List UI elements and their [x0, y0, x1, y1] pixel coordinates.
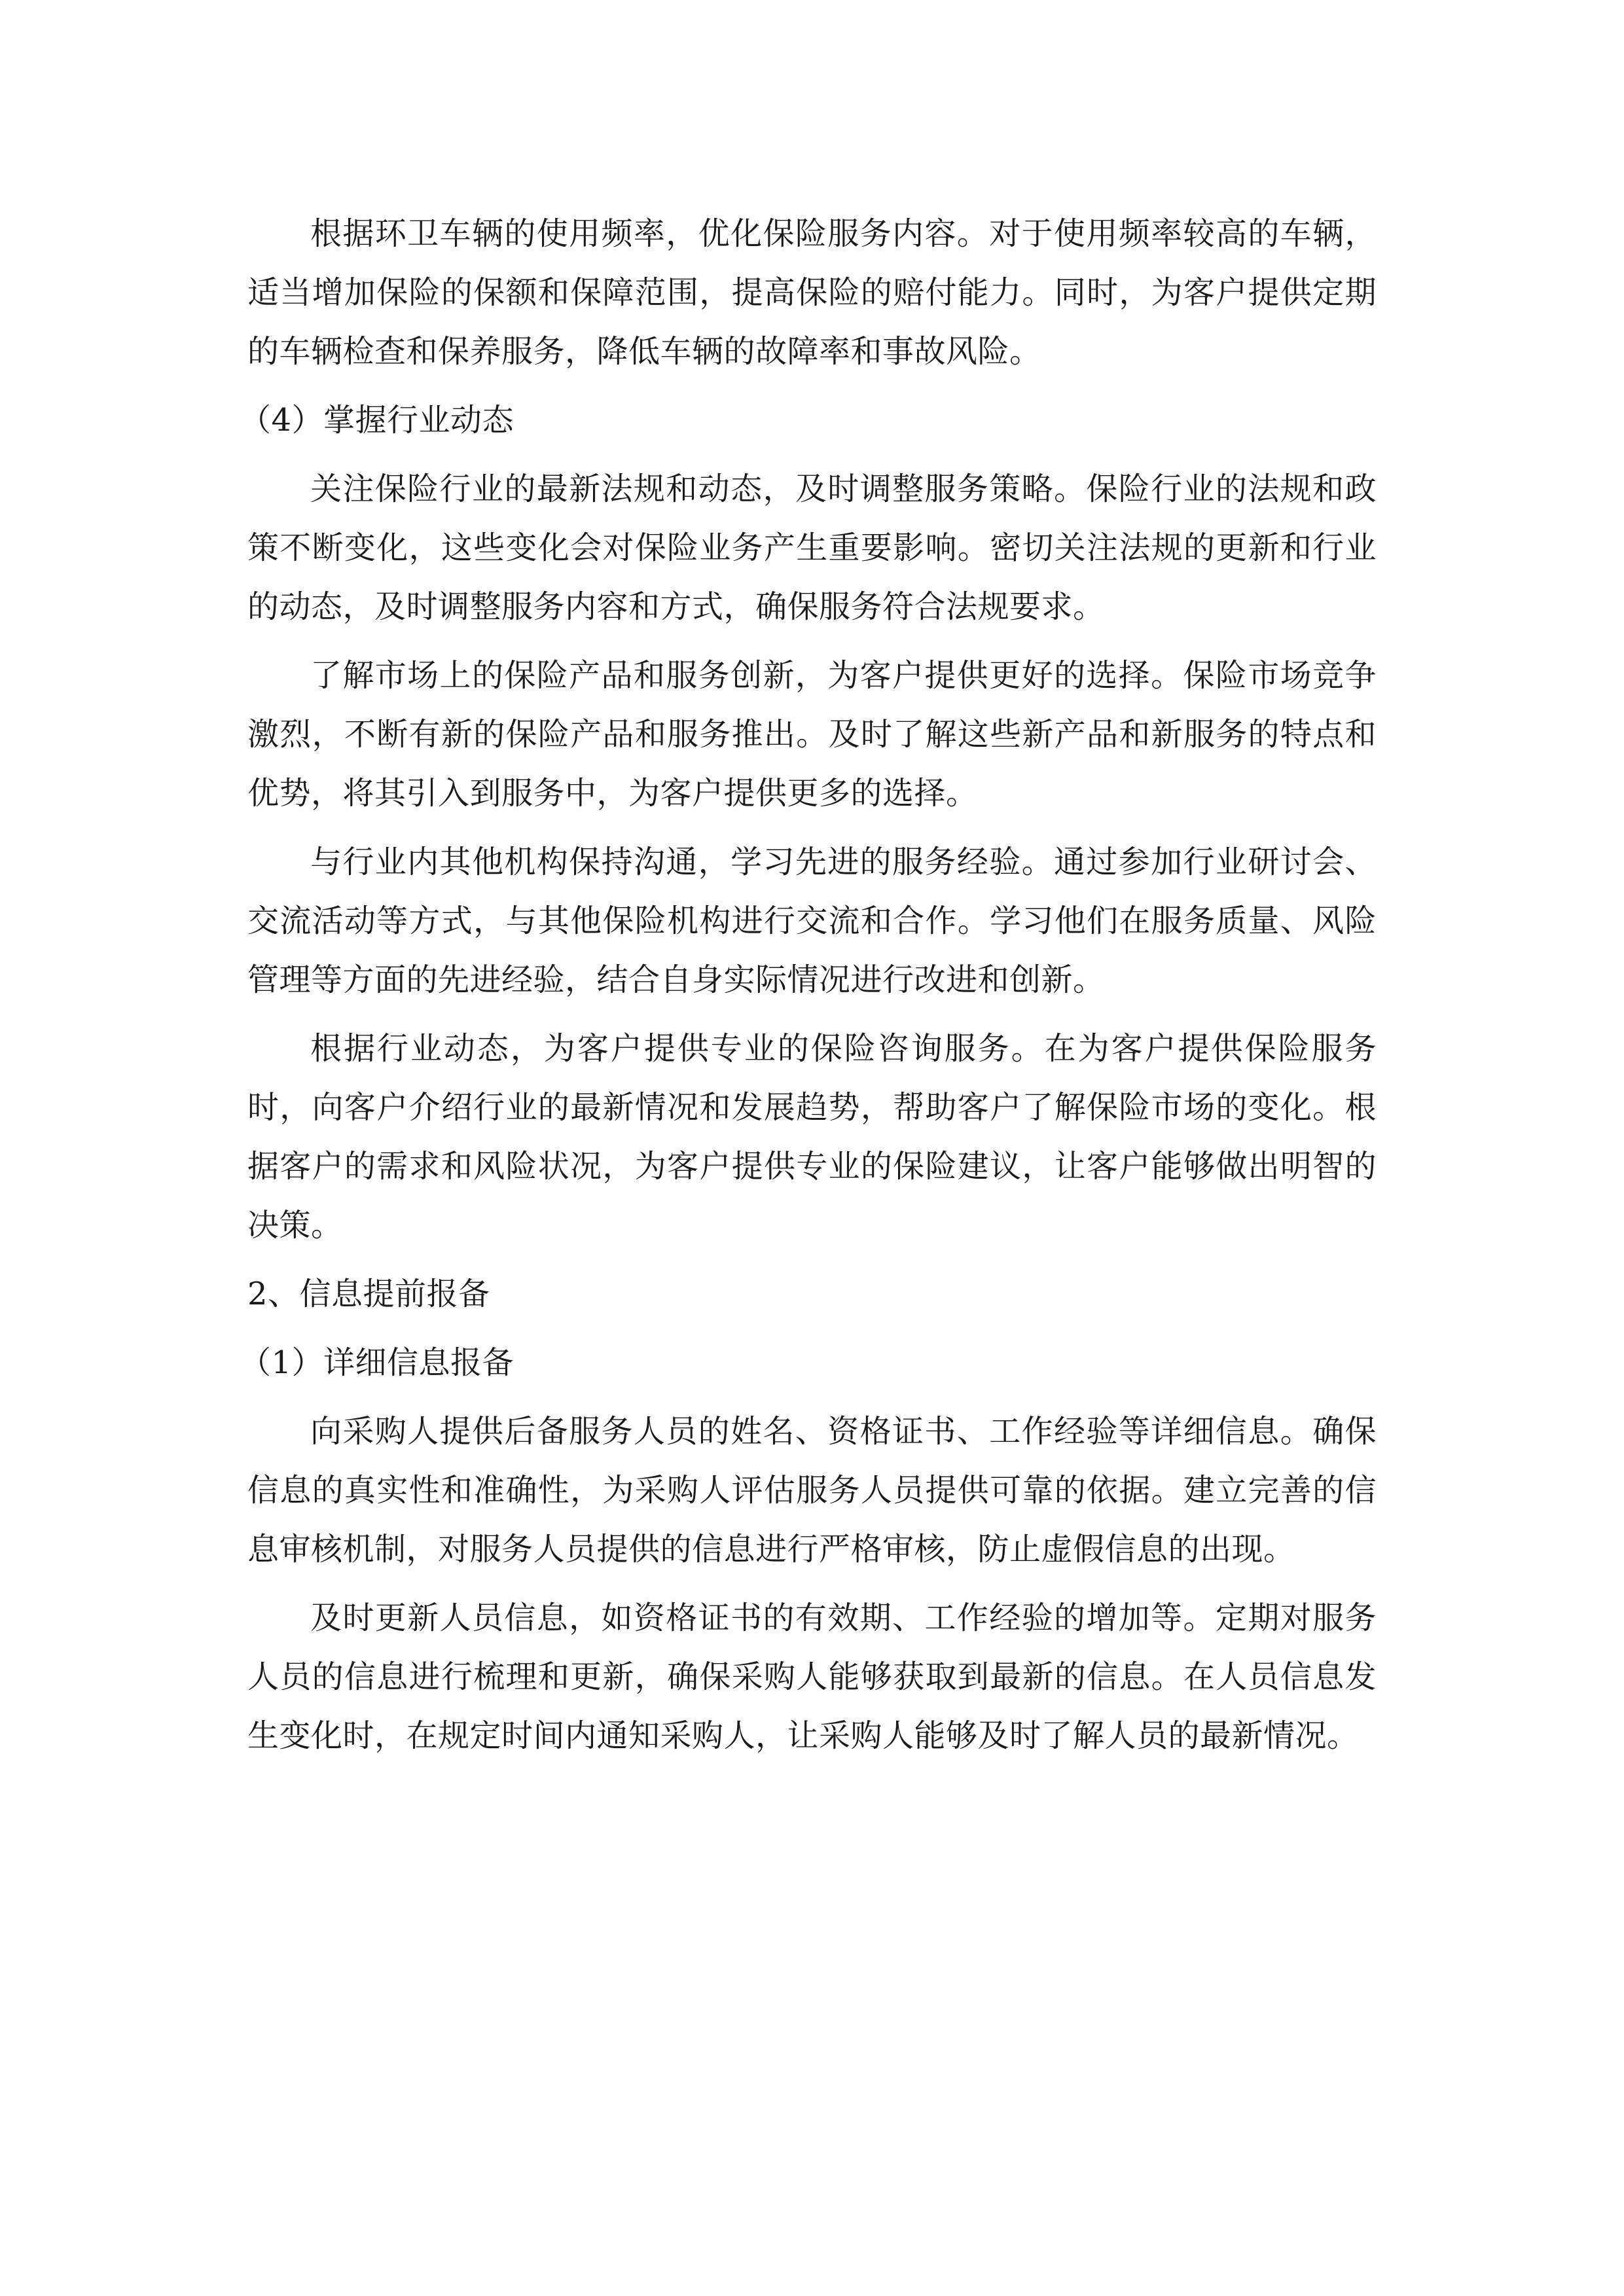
- paragraph-vehicle-usage: 根据环卫车辆的使用频率，优化保险服务内容。对于使用频率较高的车辆，适当增加保险的保额和保障范围，提高保险的赔付能力。同时，为客户提供定期的车辆检查和保养服务，降低车辆的故障率和事故风险。: [247, 215, 1377, 370]
- section-heading-info-reporting: 2、信息提前报备: [247, 1276, 490, 1312]
- paragraph-industry-communication: 与行业内其他机构保持沟通，学习先进的服务经验。通过参加行业研讨会、交流活动等方式，与其他保险机构进行交流和合作。学习他们在服务质量、风险管理等方面的先进经验，结合自身实际情况进行改进和创新。: [247, 844, 1377, 998]
- paragraph-info-update: 及时更新人员信息，如资格证书的有效期、工作经验的增加等。定期对服务人员的信息进行梳理和更新，确保采购人能够获取到最新的信息。在人员信息发生变化时，在规定时间内通知采购人，让采购人能够及时了解人员的最新情况。: [247, 1600, 1377, 1754]
- subheading-industry-trends: （4）掌握行业动态: [240, 402, 514, 439]
- paragraph-regulations: 关注保险行业的最新法规和动态，及时调整服务策略。保险行业的法规和政策不断变化，这些变化会对保险业务产生重要影响。密切关注法规的更新和行业的动态，及时调整服务内容和方式，确保服务符合法规要求。: [247, 471, 1377, 625]
- subheading-detailed-info: （1）详细信息报备: [240, 1344, 514, 1381]
- paragraph-consulting-service: 根据行业动态，为客户提供专业的保险咨询服务。在为客户提供保险服务时，向客户介绍行业的最新情况和发展趋势，帮助客户了解保险市场的变化。根据客户的需求和风险状况，为客户提供专业的保险建议，让客户能够做出明智的决策。: [247, 1030, 1377, 1244]
- document-body: [240, 204, 1377, 1775]
- paragraph-market-innovation: 了解市场上的保险产品和服务创新，为客户提供更好的选择。保险市场竞争激烈，不断有新的保险产品和服务推出。及时了解这些新产品和新服务的特点和优势，将其引入到服务中，为客户提供更多的选择。: [247, 657, 1377, 812]
- paragraph-staff-info: 向采购人提供后备服务人员的姓名、资格证书、工作经验等详细信息。确保信息的真实性和准确性，为采购人评估服务人员提供可靠的依据。建立完善的信息审核机制，对服务人员提供的信息进行严格审核，防止虚假信息的出现。: [247, 1413, 1377, 1568]
